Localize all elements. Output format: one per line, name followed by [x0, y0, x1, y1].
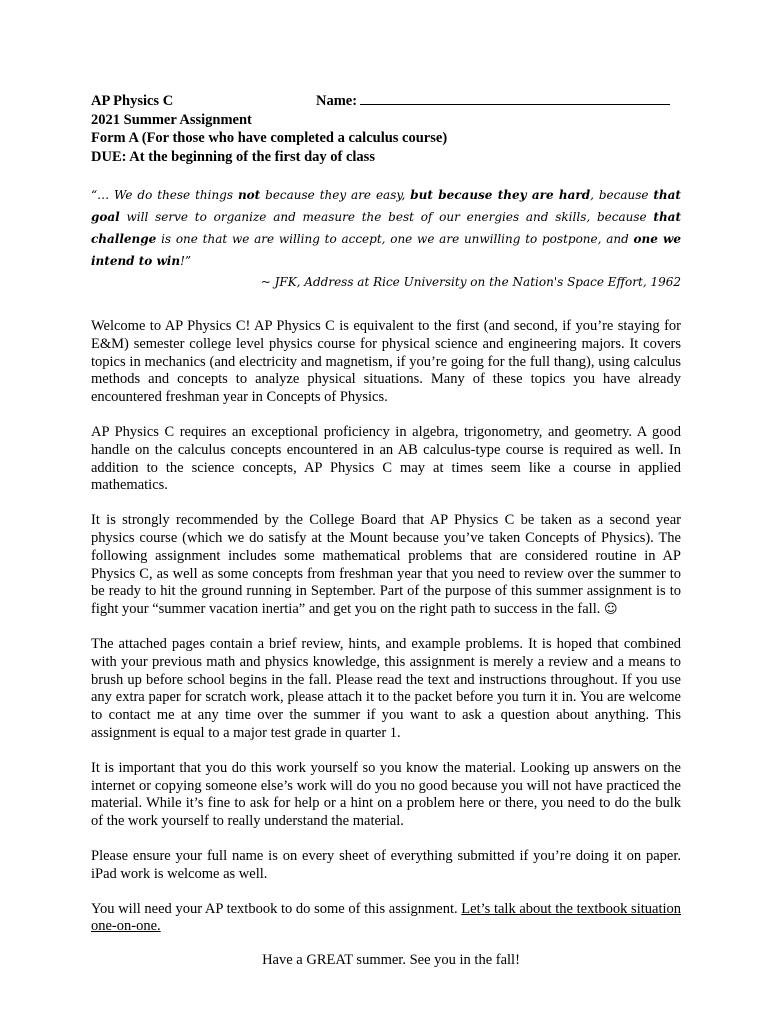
quote-emphasis: that challenge — [91, 210, 681, 246]
due-date: DUE: At the beginning of the first day of class — [91, 148, 375, 165]
document-header — [91, 92, 681, 166]
title-row — [91, 92, 681, 111]
assignment-title: 2021 Summer Assignment — [91, 111, 252, 128]
textbook-link[interactable]: Let’s talk about the textbook situation one-on-one. — [91, 900, 681, 935]
quote-text: because they are easy, — [260, 188, 411, 202]
form-title: Form A (For those who have completed a calculus course) — [91, 130, 448, 146]
quote-text: !” — [180, 254, 192, 268]
quote-text: , because — [590, 188, 654, 202]
quote-text: “… We do these things — [91, 188, 238, 202]
name-reminder-paragraph: Please ensure your full name is on every sheet of everything submitted if you’re doing it on paper. iPad work is welcome as well. — [91, 847, 681, 882]
document-page — [91, 92, 681, 969]
welcome-paragraph: Welcome to AP Physics C! AP Physics C is equivalent to the first (and second, if you’re staying for E&M) semester college level physics course for physical science and engineering majors. It covers topics in mechanics (and electricity and magnetism, if you’re going for the full thang), using calculus methods and concepts to analyze physical situations. Many of these topics you have already encountered freshman year in Concepts of Physics. — [91, 318, 681, 406]
quote-text: will serve to organize and measure the best of our energies and skills, because — [119, 210, 654, 224]
integrity-paragraph: It is important that you do this work yourself so you know the material. Looking up answers on the internet or copying someone else’s work will do you no good because you will not have practiced the material. While it’s fine to ask for help or a hint on a problem here or there, you need to do the bulk of the work yourself to really understand the material. — [91, 759, 681, 830]
name-blank-line[interactable] — [360, 92, 670, 105]
recommendation-paragraph — [91, 512, 681, 619]
instructions-paragraph: The attached pages contain a brief review, hints, and example problems. It is hoped that combined with your previous math and physics knowledge, this assignment is merely a review and a means to brush up before school begins in the fall. Please read the text and instructions throughout. If you use any extra paper for scratch work, please attach it to the packet before you turn it in. You are welcome to contact me at any time over the summer if you want to ask a question about anything. This assignment is equal to a major test grade in quarter 1. — [91, 635, 681, 741]
course-title: AP Physics C — [91, 93, 174, 109]
closing-line: Have a GREAT summer. See you in the fall! — [262, 951, 520, 968]
textbook-text: You will need your AP textbook to do some of this assignment. — [91, 900, 462, 917]
quote-text: is one that we are willing to accept, one we are unwilling to postpone, and — [156, 232, 634, 246]
textbook-paragraph — [91, 901, 681, 937]
quote-emphasis: that goal — [91, 188, 681, 224]
name-label: Name: — [316, 93, 358, 109]
quote-emphasis: but because they are hard — [410, 188, 591, 202]
quote-emphasis: one we intend to win — [91, 232, 682, 268]
jfk-quote — [91, 184, 681, 272]
quote-attribution: ~ JFK, Address at Rice University on the Nation's Space Effort, 1962 — [260, 275, 681, 289]
recommendation-text: It is strongly recommended by the College Board that AP Physics C be taken as a second year physics course (which we do satisfy at the Mount because you’ve taken Concepts of Physics). The following assignment includes some mathematical problems that are considered routine in AP Physics C, as well as some concepts from freshman year that you need to review over the summer to be ready to hit the ground running in September. Part of the purpose of this summer assignment is to fight your “summer vacation inertia” and get you on the right path to success in the fall. — [91, 512, 681, 618]
quote-emphasis: not — [237, 188, 261, 202]
requirements-paragraph: AP Physics C requires an exceptional proficiency in algebra, trigonometry, and geometry. A good handle on the calculus concepts encountered in an AB calculus-type course is required as well. In addition to the science concepts, AP Physics C may at times seem like a course in applied mathematics. — [91, 423, 681, 494]
name-field[interactable] — [316, 92, 670, 111]
smiley-icon: ☺ — [604, 602, 618, 618]
